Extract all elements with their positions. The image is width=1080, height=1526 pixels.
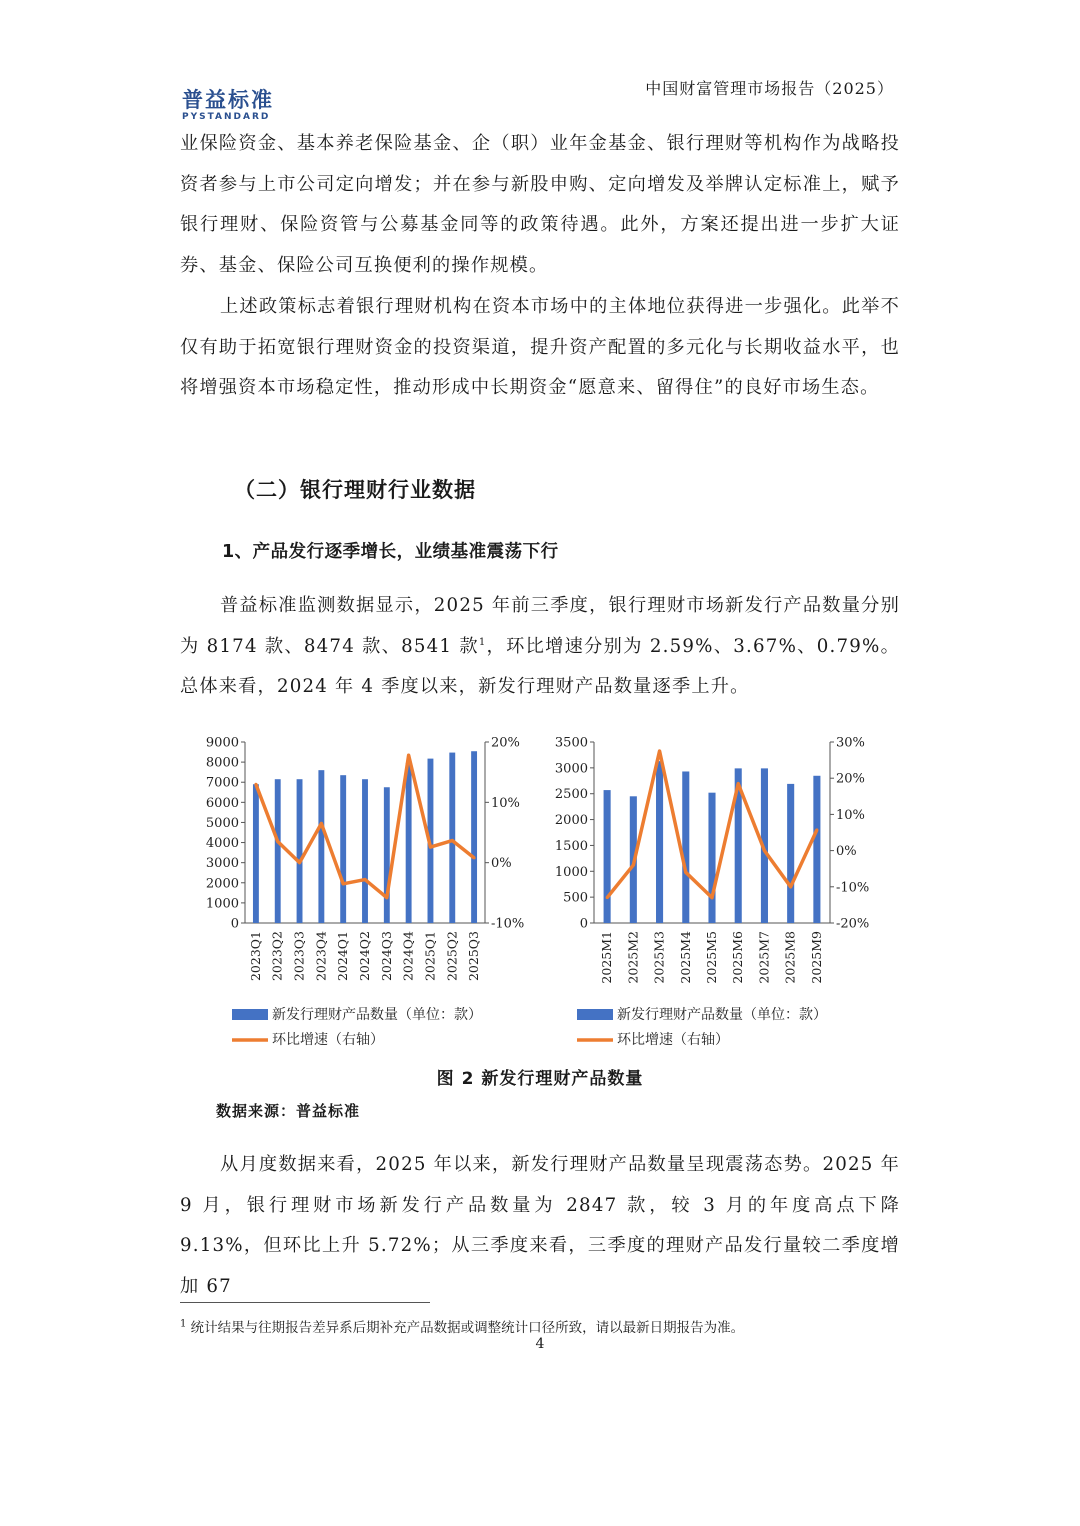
- data-bar: [362, 779, 368, 923]
- data-bar: [297, 779, 303, 923]
- data-bar: [787, 784, 794, 923]
- growth-rate-point: [385, 896, 388, 899]
- legend-bar-swatch: [577, 1009, 613, 1020]
- growth-rate-point: [606, 896, 609, 899]
- left-axis-tick-label: 3500: [554, 735, 588, 751]
- footnote-text: 统计结果与往期报告差异系后期补充产品数据或调整统计口径所致，请以最新日期报告为准。: [190, 1320, 745, 1336]
- growth-rate-point: [320, 822, 323, 825]
- legend-line-label: 环比增速（右轴）: [617, 1032, 729, 1048]
- growth-rate-point: [763, 849, 766, 852]
- data-bar: [813, 776, 820, 923]
- x-axis-category-label: 2025M1: [599, 931, 615, 984]
- right-axis-tick-label: 20%: [836, 771, 865, 787]
- left-axis-tick-label: 500: [563, 890, 588, 906]
- x-axis-category-label: 2025M6: [730, 931, 746, 984]
- left-axis-tick-label: 1500: [554, 838, 588, 854]
- growth-rate-point: [473, 856, 476, 859]
- footnote-marker: 1: [180, 1318, 187, 1330]
- data-bar: [275, 779, 281, 923]
- paragraph-1: [180, 124, 900, 287]
- growth-rate-point: [429, 846, 432, 849]
- left-axis-tick-label: 2000: [554, 813, 588, 829]
- left-axis-tick-label: 2000: [205, 876, 239, 892]
- data-source: 数据来源：普益标准: [216, 1102, 361, 1120]
- x-axis-category-label: 2023Q3: [291, 931, 307, 982]
- section-heading: （二）银行理财行业数据: [234, 478, 476, 502]
- growth-rate-point: [451, 839, 454, 842]
- right-axis-tick-label: 10%: [836, 807, 865, 823]
- x-axis-category-label: 2024Q2: [357, 931, 372, 982]
- page-number: 4: [535, 1336, 545, 1352]
- legend-bar-label: 新发行理财产品数量（单位：款）: [617, 1007, 827, 1023]
- paragraph-3: [180, 586, 900, 708]
- paragraph-2-text: 上述政策标志着银行理财机构在资本市场中的主体地位获得进一步强化。此举不仅有助于拓宽银行理财资金的投资渠道，提升资产配置的多元化与长期收益水平，也将增强资本市场稳定性，推动形成中长期资金“愿意来、留得住”的良好市场生态。: [180, 296, 900, 399]
- right-axis-tick-label: 20%: [491, 735, 520, 751]
- x-axis-category-label: 2023Q1: [247, 931, 263, 982]
- x-axis-category-label: 2025M4: [677, 931, 693, 984]
- right-axis-tick-label: -20%: [836, 916, 870, 932]
- brand-logo: [182, 88, 274, 122]
- footnote-ref[interactable]: 1: [478, 636, 487, 648]
- left-axis-tick-label: 1000: [205, 896, 239, 912]
- x-axis-category-label: 2023Q2: [269, 931, 285, 982]
- left-axis-tick-label: 8000: [205, 755, 239, 771]
- left-axis-tick-label: 1000: [554, 864, 588, 880]
- right-axis-tick-label: 10%: [491, 795, 520, 811]
- paragraph-1-text: 业保险资金、基本养老保险基金、企（职）业年金基金、银行理财等机构作为战略投资者参与上市公司定向增发；并在参与新股申购、定向增发及举牌认定标准上，赋予银行理财、保险资管与公募基金同等的政策待遇。此外，方案还提出进一步扩大证券、基金、保险公司互换便利的操作规模。: [180, 133, 900, 277]
- growth-rate-point: [364, 878, 367, 881]
- legend-bar-label: 新发行理财产品数量（单位：款）: [272, 1007, 482, 1023]
- footnote: [180, 1316, 744, 1336]
- data-bar: [656, 761, 663, 923]
- x-axis-category-label: 2025M2: [625, 931, 641, 984]
- x-axis-category-label: 2025M7: [756, 931, 772, 984]
- right-axis-tick-label: -10%: [836, 880, 870, 896]
- left-axis-tick-label: 4000: [205, 836, 239, 852]
- data-bar: [449, 753, 455, 923]
- growth-rate-point: [407, 754, 410, 757]
- data-bar: [318, 770, 324, 923]
- growth-rate-point: [737, 782, 740, 785]
- x-axis-category-label: 2024Q4: [400, 931, 416, 982]
- logo-text-en: PYSTANDARD: [182, 112, 271, 122]
- right-axis-tick-label: 30%: [836, 735, 865, 751]
- x-axis-category-label: 2025Q3: [466, 931, 482, 982]
- left-axis-tick-label: 7000: [205, 775, 239, 791]
- growth-rate-point: [632, 864, 635, 867]
- paragraph-3-text: [180, 586, 900, 708]
- paragraph-4-text: 从月度数据来看，2025 年以来，新发行理财产品数量呈现震荡态势。2025 年 9 月，银行理财市场新发行产品数量为 2847 款，较 3 月的年度高点下降 9.13%，但环比上升 5.72%；从三季度来看，三季度的理财产品发行量较二季度增加 67: [180, 1154, 900, 1298]
- left-axis-tick-label: 2500: [554, 787, 588, 803]
- data-bar: [604, 790, 611, 923]
- data-bar: [708, 793, 715, 923]
- sub-heading: 1、产品发行逐季增长，业绩基准震荡下行: [222, 542, 559, 562]
- right-axis-tick-label: 0%: [836, 844, 857, 860]
- paragraph-4: [180, 1145, 900, 1308]
- x-axis-category-label: 2025M8: [782, 931, 798, 984]
- growth-rate-point: [684, 871, 687, 874]
- report-title: 中国财富管理市场报告（2025）: [645, 79, 894, 98]
- x-axis-category-label: 2025Q2: [444, 931, 460, 982]
- logo-text-cn: 普益标准: [182, 88, 274, 112]
- growth-rate-point: [342, 882, 345, 885]
- left-axis-tick-label: 6000: [205, 795, 239, 811]
- left-axis-tick-label: 9000: [205, 735, 239, 751]
- data-bar: [253, 784, 259, 923]
- x-axis-category-label: 2025M9: [808, 931, 824, 984]
- data-bar: [471, 751, 477, 923]
- monthly-issuance-chart: [535, 724, 885, 1054]
- x-axis-category-label: 2023Q4: [313, 931, 329, 982]
- legend-bar-swatch: [232, 1009, 268, 1020]
- right-axis-tick-label: -10%: [491, 916, 525, 932]
- left-axis-tick-label: 3000: [205, 856, 239, 872]
- growth-rate-point: [711, 896, 714, 899]
- growth-rate-point: [658, 750, 661, 753]
- growth-rate-point: [815, 828, 818, 831]
- figure-caption: 图 2 新发行理财产品数量: [436, 1069, 644, 1089]
- paragraph-2: [180, 287, 900, 409]
- growth-rate-point: [276, 840, 279, 843]
- quarterly-issuance-chart: [190, 724, 540, 1054]
- x-axis-category-label: 2025Q1: [422, 931, 438, 982]
- data-bar: [406, 763, 412, 923]
- left-axis-tick-label: 3000: [554, 761, 588, 777]
- legend-line-label: 环比增速（右轴）: [272, 1032, 384, 1048]
- left-axis-tick-label: 0: [579, 916, 588, 932]
- growth-rate-point: [789, 885, 792, 888]
- x-axis-category-label: 2024Q3: [378, 931, 394, 982]
- x-axis-category-label: 2024Q1: [335, 931, 351, 982]
- x-axis-category-label: 2025M5: [704, 931, 719, 984]
- footnote-divider: [180, 1302, 430, 1303]
- data-bar: [682, 771, 689, 923]
- growth-rate-point: [298, 861, 301, 864]
- data-bar: [384, 787, 390, 923]
- right-axis-tick-label: 0%: [491, 856, 512, 872]
- left-axis-tick-label: 5000: [205, 815, 239, 831]
- paragraph-3-part-b: ，环比增速分别为 2.59%、3.67%、0.79%。总体来看，2024 年 4 季度以来，新发行理财产品数量逐季上升。: [180, 635, 901, 698]
- x-axis-category-label: 2025M3: [651, 931, 667, 984]
- paragraph-3-part-a: 普益标准监测数据显示，2025 年前三季度，银行理财市场新发行产品数量分别为 8174 款、8474 款、8541 款: [180, 595, 900, 657]
- left-axis-tick-label: 0: [230, 916, 239, 932]
- data-bar: [340, 775, 346, 923]
- growth-rate-point: [254, 783, 257, 786]
